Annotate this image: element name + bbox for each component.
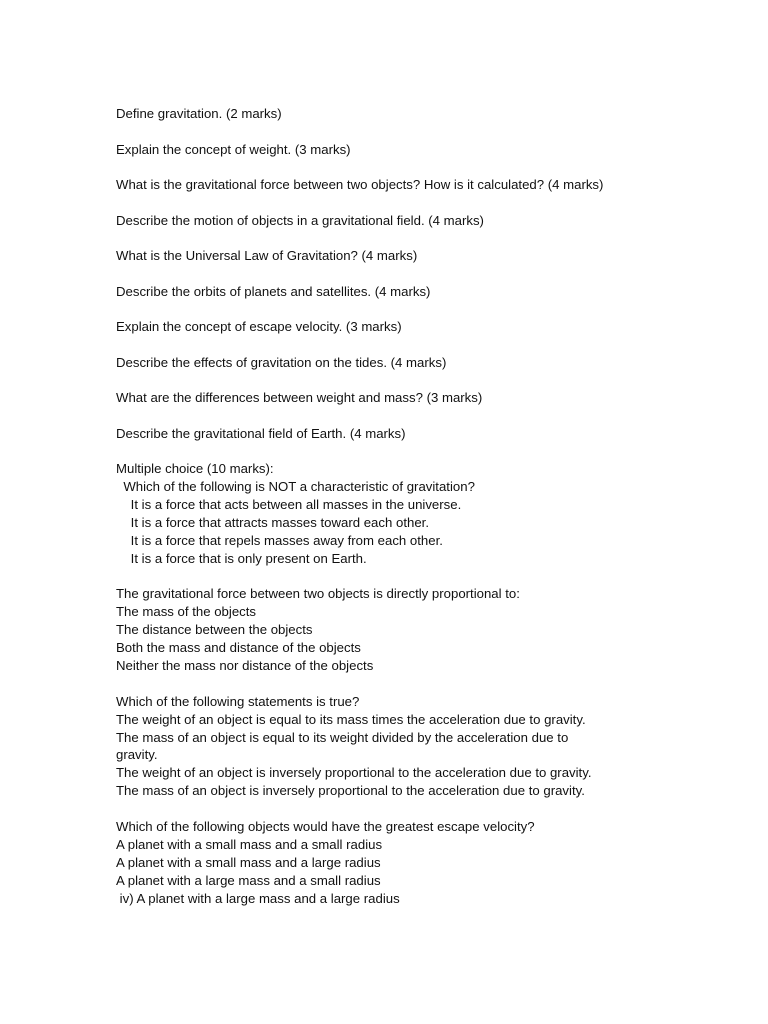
mcq-q2-option-2: The distance between the objects xyxy=(116,622,313,638)
question-7: Explain the concept of escape velocity. (3 marks) xyxy=(116,319,402,334)
mcq-q3-option-3: The weight of an object is inversely proportional to the acceleration due to gravity. xyxy=(116,765,592,781)
mcq-q3-question: Which of the following statements is true? xyxy=(116,693,360,709)
mcq-q2-option-4: Neither the mass nor distance of the objects xyxy=(116,657,374,673)
question-10: Describe the gravitational field of Earth. (4 marks) xyxy=(116,425,406,441)
mcq-heading: Multiple choice (10 marks): xyxy=(116,461,274,476)
mcq-q4-option-1: A planet with a small mass and a small radius xyxy=(116,836,383,852)
mcq-q3-option-2: The mass of an object is equal to its weight divided by the acceleration due to xyxy=(116,729,569,745)
mcq-q3-option-1: The weight of an object is equal to its mass times the acceleration due to gravity. xyxy=(116,711,586,727)
mcq-q1-option-4: It is a force that is only present on Earth. xyxy=(116,550,367,566)
document-page xyxy=(116,105,756,908)
question-3: What is the gravitational force between two objects? How is it calculated? (4 marks) xyxy=(116,177,604,192)
question-8: Describe the effects of gravitation on the tides. (4 marks) xyxy=(116,354,447,370)
question-9: What are the differences between weight and mass? (3 marks) xyxy=(116,390,483,405)
mcq-q4-question: Which of the following objects would have the greatest escape velocity? xyxy=(116,819,535,835)
question-1: Define gravitation. (2 marks) xyxy=(116,106,282,121)
mcq-q2-option-3: Both the mass and distance of the objects xyxy=(116,640,361,656)
mcq-q4-option-2: A planet with a small mass and a large radius xyxy=(116,854,381,870)
question-6: Describe the orbits of planets and satellites. (4 marks) xyxy=(116,283,431,299)
mcq-q1-option-3: It is a force that repels masses away from each other. xyxy=(116,532,443,548)
mcq-q3-option-4: The mass of an object is inversely proportional to the acceleration due to gravity. xyxy=(116,783,585,799)
mcq-q1-question: Which of the following is NOT a characteristic of gravitation? xyxy=(116,478,475,494)
question-2: Explain the concept of weight. (3 marks) xyxy=(116,141,351,157)
mcq-q4-option-4: iv) A planet with a large mass and a large radius xyxy=(116,890,400,906)
mcq-q2-option-1: The mass of the objects xyxy=(116,604,257,620)
question-5: What is the Universal Law of Gravitation? (4 marks) xyxy=(116,248,418,263)
mcq-q2-question: The gravitational force between two objects is directly proportional to: xyxy=(116,586,520,602)
mcq-q1-option-2: It is a force that attracts masses toward each other. xyxy=(116,514,429,530)
mcq-q3-option-2-cont: gravity. xyxy=(116,747,158,763)
mcq-q4-option-3: A planet with a large mass and a small radius xyxy=(116,872,381,888)
mcq-q1-option-1: It is a force that acts between all masses in the universe. xyxy=(116,496,462,512)
question-4: Describe the motion of objects in a gravitational field. (4 marks) xyxy=(116,212,484,228)
